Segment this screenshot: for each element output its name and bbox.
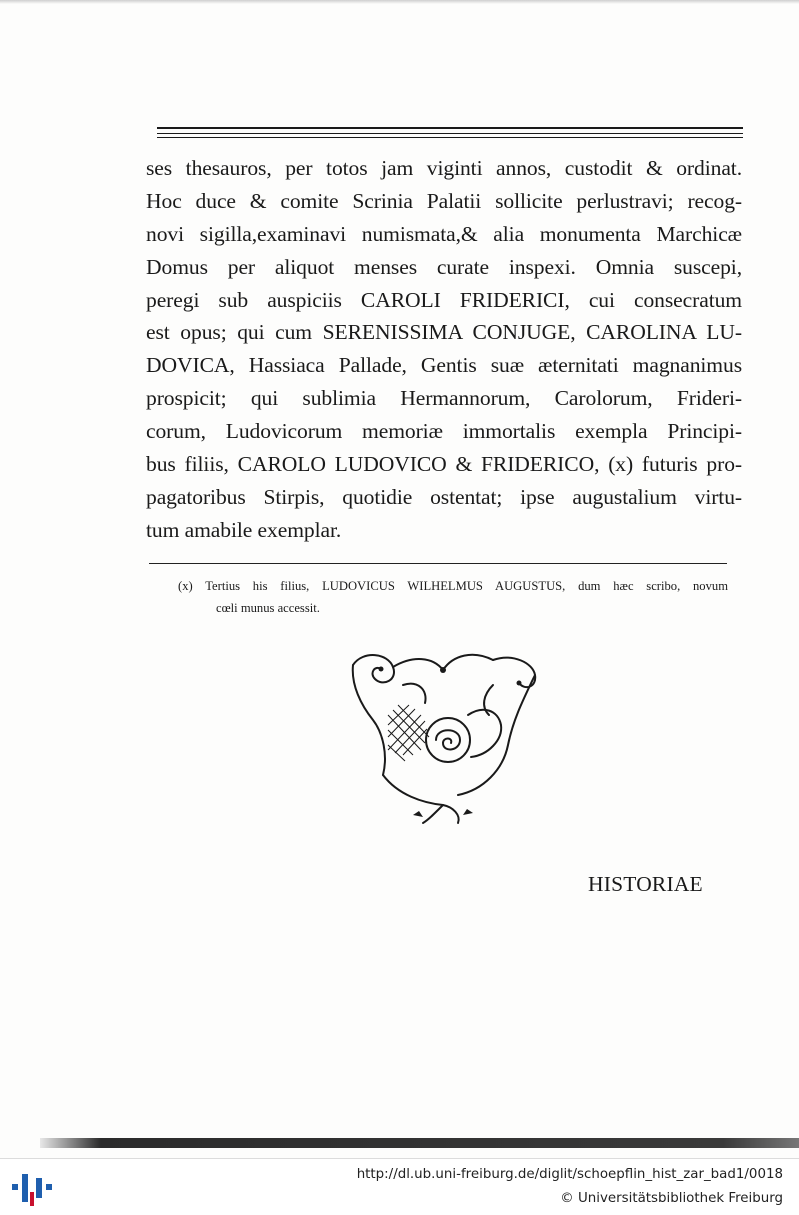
copyright-text: © Universitätsbibliothek Freiburg — [560, 1191, 783, 1206]
footnote — [178, 575, 728, 619]
text-line: est opus; qui cum SERENISSIMA CONJUGE, CAROLINA LU- — [146, 320, 742, 345]
page-top-edge — [0, 0, 799, 4]
document-url-link[interactable]: http://dl.ub.uni-freiburg.de/diglit/schoepflin_hist_zar_bad1/0018 — [356, 1167, 783, 1182]
body-text — [146, 152, 742, 547]
text-line: Domus per aliquot menses curate inspexi. Omnia suscepi, — [146, 254, 742, 279]
header-rule — [157, 137, 743, 138]
page-bottom-edge — [40, 1138, 799, 1148]
footnote-line: (x) Tertius his filius, LUDOVICUS WILHELMUS AUGUSTUS, dum hæc scribo, novum — [178, 579, 728, 593]
text-line: DOVICA, Hassiaca Pallade, Gentis suæ æternitati magnanimus — [146, 353, 742, 378]
footnote-line: cœli munus accessit. — [216, 601, 320, 615]
text-line: pagatoribus Stirpis, quotidie ostentat; ipse augustalium virtu- — [146, 484, 742, 509]
footer — [0, 1158, 799, 1215]
library-logo-icon[interactable] — [10, 1168, 54, 1208]
text-line: peregi sub auspiciis CAROLI FRIDERICI, cui consecratum — [146, 287, 742, 312]
footnote-rule — [149, 563, 727, 564]
text-line: Hoc duce & comite Scrinia Palatii sollicite perlustravi; recog- — [146, 188, 742, 213]
text-line: prospicit; qui sublimia Hermannorum, Carolorum, Frideri- — [146, 386, 742, 411]
text-line: novi sigilla,examinavi numismata,& alia monumenta Marchicæ — [146, 221, 742, 246]
baroque-ornament-icon — [343, 645, 543, 825]
text-line: ses thesauros, per totos jam viginti annos, custodit & ordinat. — [146, 156, 742, 180]
text-line: tum amabile exemplar. — [146, 517, 342, 542]
header-rule — [157, 127, 743, 129]
text-line: bus filiis, CAROLO LUDOVICO & FRIDERICO, (x) futuris pro- — [146, 452, 742, 477]
catchword: HISTORIAE — [588, 872, 703, 896]
header-rule — [157, 133, 743, 134]
text-line: corum, Ludovicorum memoriæ immortalis exempla Principi- — [146, 419, 742, 444]
